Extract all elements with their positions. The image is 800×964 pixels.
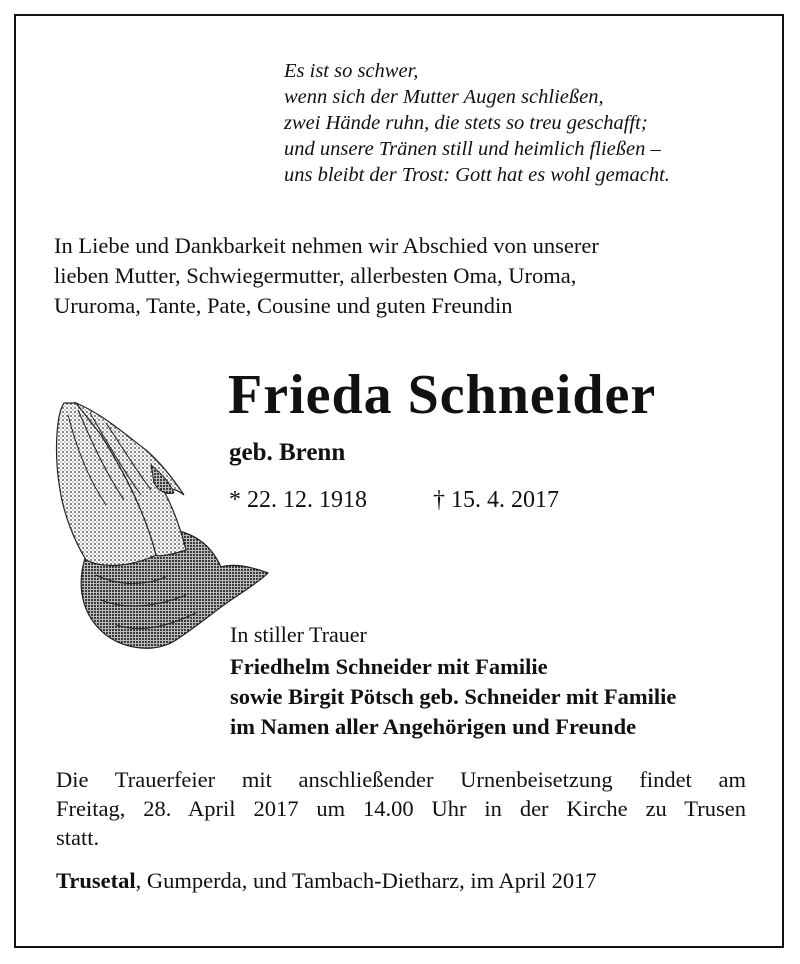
poem-line: uns bleibt der Trost: Gott hat es wohl gemacht.: [284, 164, 670, 186]
service-line: statt.: [56, 825, 100, 850]
maiden-name: geb. Brenn: [229, 439, 346, 466]
death-date: † 15. 4. 2017: [433, 487, 559, 513]
praying-hands-icon: [46, 395, 276, 657]
service-line: Die Trauerfeier mit anschließender Urnenbeisetzung findet am: [56, 767, 746, 792]
service-line: Freitag, 28. April 2017 um 14.00 Uhr in der Kirche zu Trusen: [56, 796, 746, 821]
birth-date: * 22. 12. 1918: [229, 487, 367, 513]
memorial-poem: [284, 58, 670, 188]
poem-line: wenn sich der Mutter Augen schließen,: [284, 86, 604, 108]
mourning-intro: In stiller Trauer: [230, 622, 367, 647]
intro-line: In Liebe und Dankbarkeit nehmen wir Abschied von unserer: [54, 233, 599, 258]
intro-line: Ururoma, Tante, Pate, Cousine und guten Freundin: [54, 293, 513, 318]
mourners-list: [230, 652, 676, 742]
poem-line: zwei Hände ruhn, die stets so treu geschafft;: [284, 112, 648, 134]
mourner-line: Friedhelm Schneider mit Familie: [230, 654, 548, 679]
farewell-intro: [54, 231, 599, 321]
place-rest: , Gumperda, und Tambach-Dietharz, im April 2017: [135, 868, 597, 893]
funeral-service-info: [56, 765, 746, 852]
mourner-line: im Namen aller Angehörigen und Freunde: [230, 714, 637, 739]
intro-line: lieben Mutter, Schwiegermutter, allerbesten Oma, Uroma,: [54, 263, 577, 288]
deceased-name: Frieda Schneider: [228, 364, 657, 426]
place-town: Trusetal: [56, 868, 136, 893]
poem-line: und unsere Tränen still und heimlich fließen –: [284, 138, 661, 160]
place-and-date: [56, 866, 597, 896]
mourner-line: sowie Birgit Pötsch geb. Schneider mit Familie: [230, 684, 677, 709]
poem-line: Es ist so schwer,: [284, 60, 419, 82]
